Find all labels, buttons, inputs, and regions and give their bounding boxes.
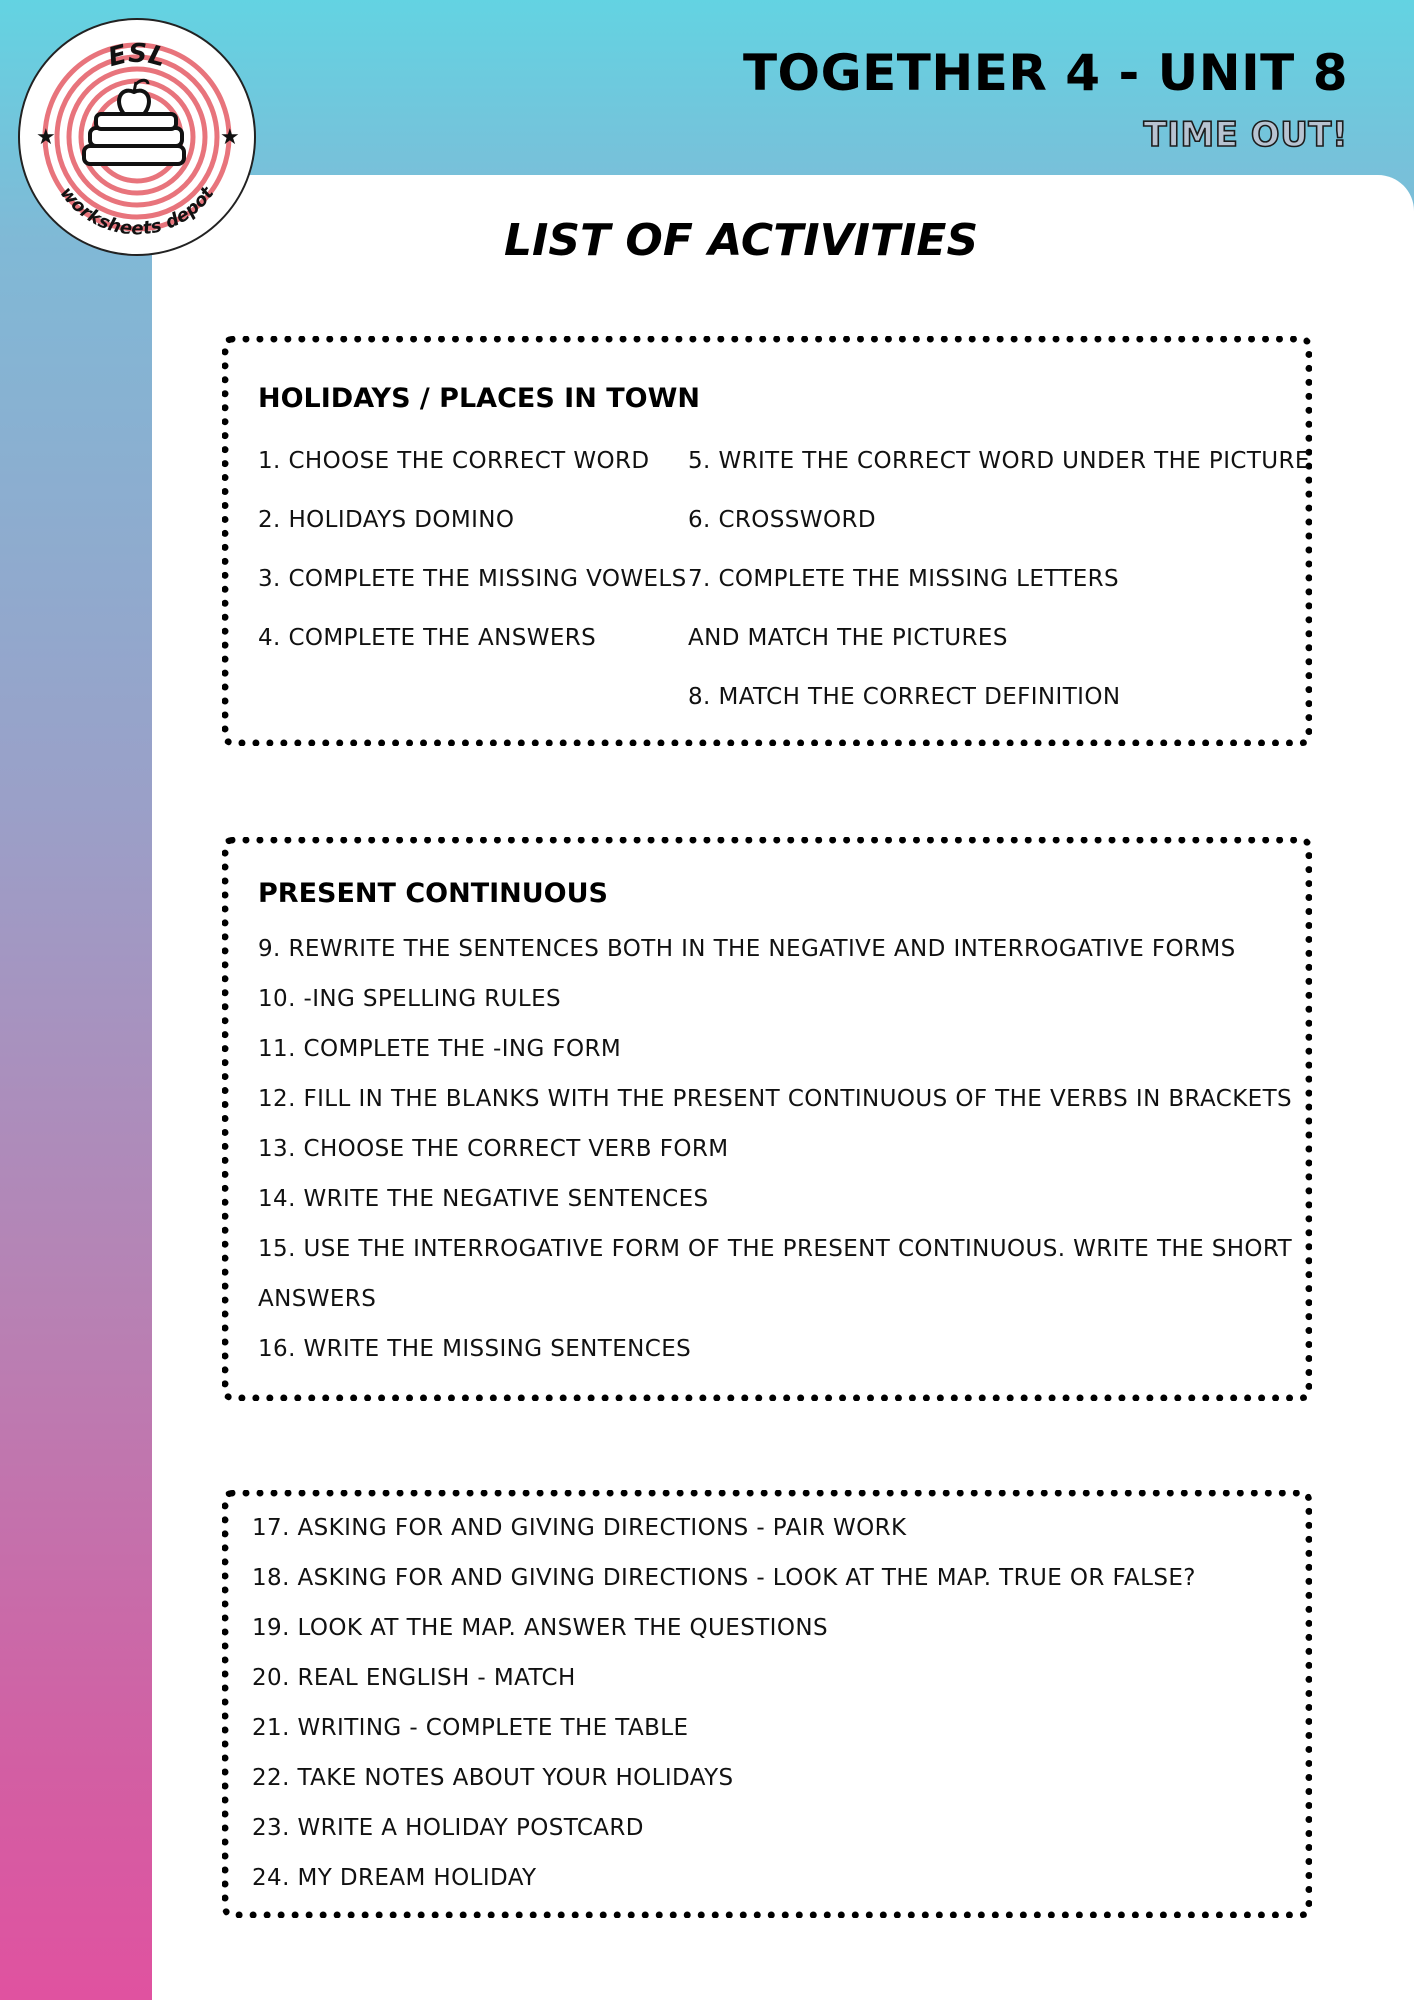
activity-item: 17. ASKING FOR AND GIVING DIRECTIONS - PAIR WORK — [252, 1515, 907, 1541]
activity-item: 22. TAKE NOTES ABOUT YOUR HOLIDAYS — [252, 1765, 734, 1791]
activity-item: 19. LOOK AT THE MAP. ANSWER THE QUESTIONS — [252, 1615, 828, 1641]
activity-item: 9. REWRITE THE SENTENCES BOTH IN THE NEGATIVE AND INTERROGATIVE FORMS — [258, 936, 1236, 962]
activity-item: 21. WRITING - COMPLETE THE TABLE — [252, 1715, 689, 1741]
activity-item: 5. WRITE THE CORRECT WORD UNDER THE PICTURE — [688, 448, 1310, 474]
star-icon: ★ — [36, 125, 56, 150]
activities-box-present-continuous — [222, 837, 1312, 1401]
activity-item: 1. CHOOSE THE CORRECT WORD — [258, 448, 650, 474]
activity-item: 15. USE THE INTERROGATIVE FORM OF THE PRESENT CONTINUOUS. WRITE THE SHORT — [258, 1236, 1293, 1262]
activity-item: 14. WRITE THE NEGATIVE SENTENCES — [258, 1186, 709, 1212]
activity-item: 7. COMPLETE THE MISSING LETTERS — [688, 566, 1120, 592]
activity-item: AND MATCH THE PICTURES — [688, 625, 1008, 651]
activity-item: ANSWERS — [258, 1286, 377, 1312]
activity-item: 16. WRITE THE MISSING SENTENCES — [258, 1336, 692, 1362]
activity-item: 4. COMPLETE THE ANSWERS — [258, 625, 597, 651]
activity-item: 3. COMPLETE THE MISSING VOWELS — [258, 566, 687, 592]
activity-item: 11. COMPLETE THE -ING FORM — [258, 1036, 622, 1062]
activity-item: 13. CHOOSE THE CORRECT VERB FORM — [258, 1136, 729, 1162]
header-title: TOGETHER 4 - UNIT 8 — [742, 44, 1348, 102]
esl-worksheets-depot-logo — [14, 14, 260, 260]
activity-item: 6. CROSSWORD — [688, 507, 876, 533]
header-subtitle: TIME OUT! — [1143, 115, 1348, 155]
activity-item: 18. ASKING FOR AND GIVING DIRECTIONS - LOOK AT THE MAP. TRUE OR FALSE? — [252, 1565, 1196, 1591]
activity-item: 8. MATCH THE CORRECT DEFINITION — [688, 684, 1121, 710]
activity-item: 12. FILL IN THE BLANKS WITH THE PRESENT CONTINUOUS OF THE VERBS IN BRACKETS — [258, 1086, 1293, 1112]
section-title-present-continuous: PRESENT CONTINUOUS — [258, 878, 608, 909]
logo-top-text: ESL — [105, 38, 169, 74]
activities-box-directions — [222, 1490, 1312, 1918]
activity-item: 20. REAL ENGLISH - MATCH — [252, 1665, 576, 1691]
page-title: LIST OF ACTIVITIES — [504, 215, 979, 266]
activity-item: 24. MY DREAM HOLIDAY — [252, 1865, 537, 1891]
logo-bottom-text: worksheets depot — [55, 182, 219, 240]
section-title-holidays: HOLIDAYS / PLACES IN TOWN — [258, 383, 700, 414]
activity-item: 2. HOLIDAYS DOMINO — [258, 507, 515, 533]
activity-item: 10. -ING SPELLING RULES — [258, 986, 562, 1012]
activity-item: 23. WRITE A HOLIDAY POSTCARD — [252, 1815, 644, 1841]
star-icon: ★ — [220, 125, 240, 150]
